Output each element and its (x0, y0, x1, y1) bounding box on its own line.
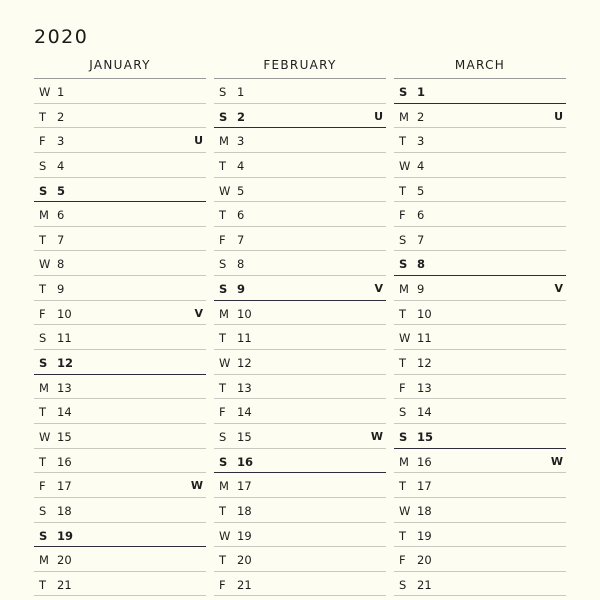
day-row[interactable] (214, 325, 386, 350)
day-row[interactable] (214, 473, 386, 498)
day-row[interactable] (34, 498, 206, 523)
weekday-letter: T (399, 356, 407, 371)
day-number: 20 (57, 553, 72, 568)
day-number: 2 (417, 109, 425, 124)
weekday-letter: S (399, 577, 407, 592)
weekday-letter: W (219, 528, 231, 543)
day-row[interactable] (34, 350, 206, 375)
day-marker: W (370, 429, 383, 443)
day-number: 18 (57, 503, 72, 518)
weekday-letter: S (399, 429, 408, 444)
day-number: 20 (237, 553, 252, 568)
day-row[interactable] (214, 251, 386, 276)
month-column-february (214, 55, 386, 596)
weekday-letter: W (39, 429, 51, 444)
weekday-letter: F (219, 577, 226, 592)
day-number: 17 (237, 479, 252, 494)
month-column-march (394, 55, 566, 596)
day-row[interactable] (394, 251, 566, 276)
day-row[interactable] (394, 128, 566, 153)
weekday-letter: T (219, 553, 227, 568)
day-number: 5 (417, 183, 425, 198)
weekday-letter: M (399, 454, 409, 469)
day-row[interactable] (34, 227, 206, 252)
weekday-letter: T (399, 479, 407, 494)
year-title: 2020 (34, 26, 89, 48)
weekday-letter: W (399, 158, 411, 173)
weekday-letter: S (399, 232, 407, 247)
day-row[interactable] (394, 276, 566, 301)
weekday-letter: W (219, 356, 231, 371)
weekday-letter: S (399, 85, 408, 99)
day-number: 17 (417, 479, 432, 494)
day-number: 6 (237, 208, 245, 223)
day-number: 1 (417, 85, 426, 99)
day-number: 3 (57, 134, 65, 149)
day-row[interactable] (214, 178, 386, 203)
day-row[interactable] (34, 473, 206, 498)
day-number: 13 (57, 380, 72, 395)
day-row[interactable] (214, 547, 386, 572)
day-number: 7 (57, 232, 65, 247)
day-row[interactable] (394, 178, 566, 203)
weekday-letter: T (39, 282, 47, 297)
day-marker: V (374, 282, 383, 296)
weekday-letter: T (39, 232, 47, 247)
day-row[interactable] (214, 572, 386, 597)
weekday-letter: T (39, 454, 47, 469)
month-header: JANUARY (34, 55, 206, 79)
weekday-letter: F (399, 553, 406, 568)
day-number: 8 (417, 257, 426, 272)
day-number: 14 (417, 405, 432, 420)
weekday-letter: T (39, 577, 47, 592)
weekday-letter: M (39, 380, 49, 395)
day-number: 7 (237, 232, 245, 247)
day-marker: V (194, 306, 203, 320)
day-number: 3 (237, 134, 245, 149)
day-row[interactable] (394, 424, 566, 449)
day-row[interactable] (394, 202, 566, 227)
weekday-letter: F (399, 208, 406, 223)
day-row[interactable] (214, 350, 386, 375)
month-column-january (34, 55, 206, 596)
weekday-letter: T (219, 208, 227, 223)
day-row[interactable] (34, 276, 206, 301)
weekday-letter: M (219, 306, 229, 321)
day-row[interactable] (214, 104, 386, 129)
day-row[interactable] (34, 399, 206, 424)
day-row[interactable] (394, 301, 566, 326)
weekday-letter: F (219, 232, 226, 247)
day-number: 1 (237, 85, 245, 99)
day-number: 9 (417, 282, 425, 297)
day-row[interactable] (394, 350, 566, 375)
weekday-letter: T (219, 158, 227, 173)
day-number: 2 (57, 109, 65, 124)
weekday-letter: M (219, 134, 229, 149)
day-row[interactable] (34, 79, 206, 104)
day-number: 5 (237, 183, 245, 198)
day-marker: V (554, 282, 563, 296)
day-marker: U (194, 134, 203, 148)
day-row[interactable] (394, 473, 566, 498)
day-marker: U (554, 109, 563, 123)
weekday-letter: T (39, 405, 47, 420)
day-number: 16 (57, 454, 72, 469)
day-number: 10 (237, 306, 252, 321)
weekday-letter: S (219, 85, 227, 99)
day-row[interactable] (394, 79, 566, 104)
day-number: 4 (237, 158, 245, 173)
weekday-letter: M (39, 208, 49, 223)
day-row[interactable] (214, 202, 386, 227)
day-row[interactable] (214, 375, 386, 400)
day-number: 4 (57, 158, 65, 173)
day-number: 12 (57, 356, 74, 371)
day-number: 19 (57, 528, 74, 543)
day-number: 12 (237, 356, 252, 371)
day-row[interactable] (34, 301, 206, 326)
day-number: 10 (57, 306, 72, 321)
day-number: 13 (237, 380, 252, 395)
day-number: 6 (417, 208, 425, 223)
day-row[interactable] (214, 424, 386, 449)
weekday-letter: T (219, 331, 227, 346)
day-row[interactable] (394, 399, 566, 424)
weekday-letter: S (39, 158, 47, 173)
day-row[interactable] (34, 251, 206, 276)
day-number: 21 (417, 577, 432, 592)
day-row[interactable] (34, 104, 206, 129)
day-row[interactable] (34, 128, 206, 153)
weekday-letter: S (219, 257, 227, 272)
day-row[interactable] (34, 375, 206, 400)
day-row[interactable] (394, 153, 566, 178)
day-number: 15 (237, 429, 252, 444)
day-number: 15 (57, 429, 72, 444)
weekday-letter: T (399, 528, 407, 543)
day-row[interactable] (34, 523, 206, 548)
day-number: 19 (237, 528, 252, 543)
day-row[interactable] (214, 523, 386, 548)
weekday-letter: F (39, 306, 46, 321)
day-row[interactable] (214, 227, 386, 252)
weekday-letter: M (219, 479, 229, 494)
weekday-letter: T (219, 380, 227, 395)
weekday-letter: F (219, 405, 226, 420)
day-marker: W (550, 454, 563, 468)
weekday-letter: W (39, 85, 51, 99)
day-number: 20 (417, 553, 432, 568)
day-number: 21 (237, 577, 252, 592)
weekday-letter: S (219, 454, 228, 469)
day-number: 9 (57, 282, 65, 297)
weekday-letter: S (399, 405, 407, 420)
weekday-letter: S (219, 429, 227, 444)
day-number: 14 (57, 405, 72, 420)
day-number: 19 (417, 528, 432, 543)
weekday-letter: S (219, 109, 228, 124)
day-row[interactable] (34, 202, 206, 227)
day-number: 18 (417, 503, 432, 518)
weekday-letter: T (399, 183, 407, 198)
day-number: 2 (237, 109, 246, 124)
weekday-letter: W (399, 331, 411, 346)
day-row[interactable] (34, 153, 206, 178)
weekday-letter: M (39, 553, 49, 568)
day-row[interactable] (34, 178, 206, 203)
weekday-letter: F (399, 380, 406, 395)
weekday-letter: W (219, 183, 231, 198)
weekday-letter: S (399, 257, 408, 272)
day-row[interactable] (214, 153, 386, 178)
day-row[interactable] (394, 523, 566, 548)
weekday-letter: S (39, 503, 47, 518)
day-number: 3 (417, 134, 425, 149)
day-number: 8 (57, 257, 65, 272)
weekday-letter: S (219, 282, 228, 297)
day-number: 8 (237, 257, 245, 272)
day-number: 5 (57, 183, 66, 198)
day-number: 15 (417, 429, 434, 444)
day-row[interactable] (394, 449, 566, 474)
day-number: 12 (417, 356, 432, 371)
day-marker: W (190, 479, 203, 493)
day-number: 11 (57, 331, 72, 346)
day-row[interactable] (394, 227, 566, 252)
weekday-letter: F (39, 479, 46, 494)
weekday-letter: T (399, 306, 407, 321)
weekday-letter: T (219, 503, 227, 518)
day-row[interactable] (394, 547, 566, 572)
day-number: 16 (237, 454, 254, 469)
day-row[interactable] (34, 547, 206, 572)
day-number: 4 (417, 158, 425, 173)
day-number: 18 (237, 503, 252, 518)
day-row[interactable] (214, 79, 386, 104)
weekday-letter: S (39, 528, 48, 543)
weekday-letter: T (39, 109, 47, 124)
day-number: 1 (57, 85, 65, 99)
day-row[interactable] (34, 325, 206, 350)
day-row[interactable] (214, 128, 386, 153)
weekday-letter: M (399, 109, 409, 124)
day-number: 16 (417, 454, 432, 469)
month-header: FEBRUARY (214, 55, 386, 79)
weekday-letter: S (39, 331, 47, 346)
day-row[interactable] (214, 399, 386, 424)
day-number: 6 (57, 208, 65, 223)
day-number: 11 (417, 331, 432, 346)
day-marker: U (374, 109, 383, 123)
day-row[interactable] (34, 449, 206, 474)
day-number: 7 (417, 232, 425, 247)
day-number: 13 (417, 380, 432, 395)
weekday-letter: F (39, 134, 46, 149)
day-number: 14 (237, 405, 252, 420)
day-row[interactable] (214, 301, 386, 326)
weekday-letter: W (39, 257, 51, 272)
day-row[interactable] (394, 498, 566, 523)
day-row[interactable] (394, 104, 566, 129)
day-number: 9 (237, 282, 246, 297)
day-row[interactable] (394, 572, 566, 597)
day-row[interactable] (394, 325, 566, 350)
day-row[interactable] (394, 375, 566, 400)
day-row[interactable] (214, 276, 386, 301)
weekday-letter: S (39, 356, 48, 371)
month-header: MARCH (394, 55, 566, 79)
weekday-letter: W (399, 503, 411, 518)
weekday-letter: T (399, 134, 407, 149)
day-number: 17 (57, 479, 72, 494)
day-row[interactable] (34, 424, 206, 449)
day-row[interactable] (34, 572, 206, 597)
day-number: 11 (237, 331, 252, 346)
weekday-letter: S (39, 183, 48, 198)
day-row[interactable] (214, 498, 386, 523)
day-number: 21 (57, 577, 72, 592)
day-number: 10 (417, 306, 432, 321)
day-row[interactable] (214, 449, 386, 474)
weekday-letter: M (399, 282, 409, 297)
